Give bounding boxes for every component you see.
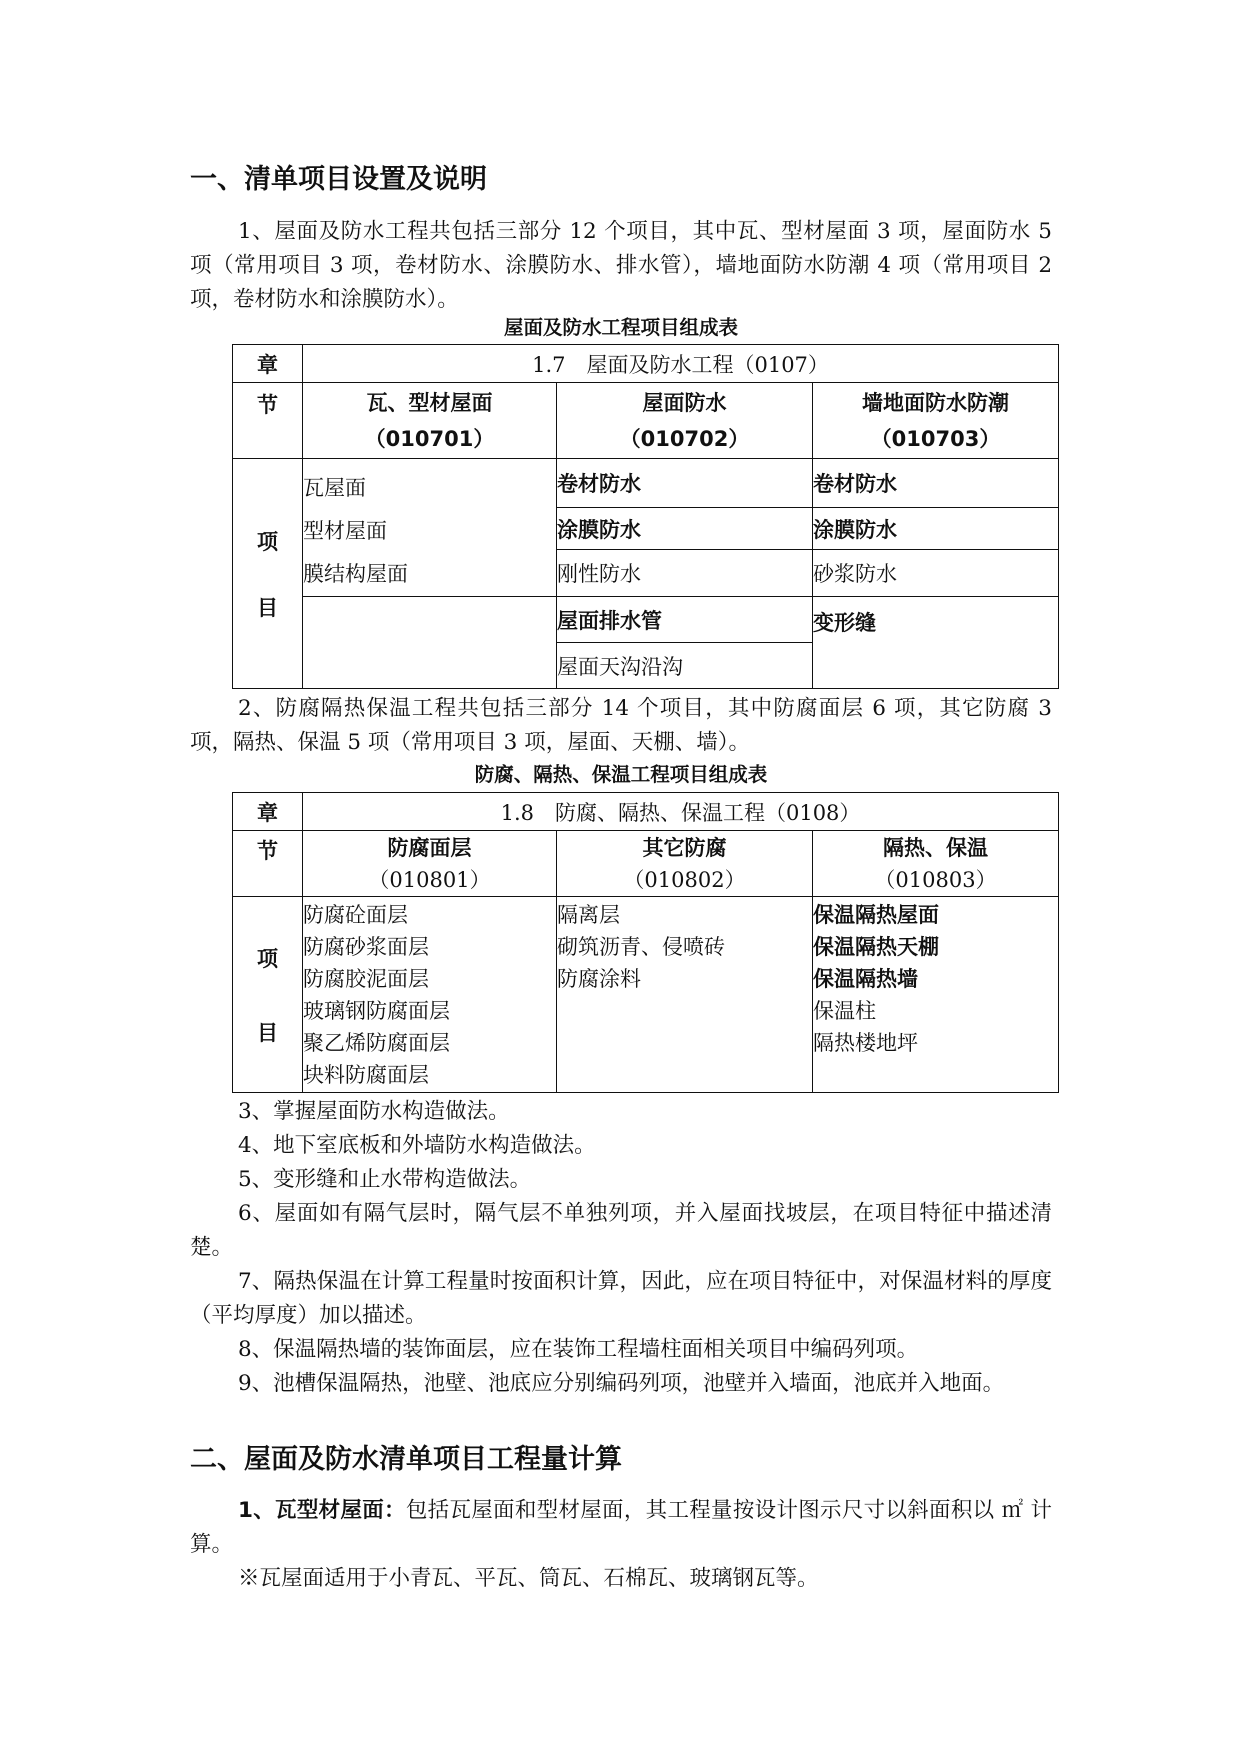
paragraph-2: 2、防腐隔热保温工程共包括三部分 14 个项目，其中防腐面层 6 项，其它防腐 3 项，隔热、保温 5 项（常用项目 3 项，屋面、天棚、墙）。	[190, 696, 1052, 755]
section-header: 墙地面防水防潮 （010703）	[813, 383, 1059, 459]
table-cell: 刚性防水	[557, 550, 813, 597]
section-header: 瓦、型材屋面 （010701）	[303, 383, 557, 459]
paragraph-6: 6、屋面如有隔气层时，隔气层不单独列项，并入屋面找坡层，在项目特征中描述清楚。	[190, 1201, 1052, 1260]
paragraph-roof-tile: 1、瓦型材屋面：包括瓦屋面和型材屋面，其工程量按设计图示尺寸以斜面积以 ㎡ 计算。	[190, 1498, 1052, 1557]
item-label: 项 目	[233, 897, 303, 1093]
paragraph-5: 5、变形缝和止水带构造做法。	[238, 1167, 532, 1192]
table-cell-empty	[303, 597, 557, 689]
table-cell: 卷材防水	[557, 459, 813, 508]
chapter-title: 1.7 屋面及防水工程（0107）	[303, 345, 1059, 383]
paragraph-note: ※瓦屋面适用于小青瓦、平瓦、筒瓦、石棉瓦、玻璃钢瓦等。	[238, 1566, 819, 1591]
chapter-label: 章	[233, 793, 303, 831]
section-heading-2: 二、屋面及防水清单项目工程量计算	[190, 1444, 622, 1475]
section-heading-1: 一、清单项目设置及说明	[190, 164, 487, 195]
chapter-title: 1.8 防腐、隔热、保温工程（0108）	[303, 793, 1059, 831]
items-col-1: 防腐砼面层 防腐砂浆面层 防腐胶泥面层 玻璃钢防腐面层 聚乙烯防腐面层 块料防腐面层	[303, 897, 557, 1093]
table-roof-waterproof	[232, 344, 1059, 689]
table-cell: 屋面排水管	[557, 597, 813, 643]
section-header: 屋面防水 （010702）	[557, 383, 813, 459]
table-caption-2: 防腐、隔热、保温工程项目组成表	[474, 763, 768, 786]
paragraph-8: 8、保温隔热墙的装饰面层，应在装饰工程墙柱面相关项目中编码列项。	[238, 1337, 919, 1362]
table-cell: 涂膜防水	[557, 507, 813, 550]
table-caption-1: 屋面及防水工程项目组成表	[503, 316, 738, 339]
section-label: 节	[233, 383, 303, 459]
table-cell: 屋面天沟沿沟	[557, 643, 813, 689]
table-cell: 砂浆防水	[813, 550, 1059, 597]
section-header: 隔热、保温 （010803）	[813, 831, 1059, 897]
paragraph-lead: 1、瓦型材屋面：	[238, 1498, 406, 1523]
paragraph-7: 7、隔热保温在计算工程量时按面积计算，因此，应在项目特征中，对保温材料的厚度（平均厚度）加以描述。	[190, 1269, 1052, 1328]
table-cell: 变形缝	[813, 597, 1059, 689]
table-cell: 涂膜防水	[813, 507, 1059, 550]
section-header: 其它防腐 （010802）	[557, 831, 813, 897]
table-anticorrosion-insulation	[232, 792, 1059, 1093]
items-col-2: 隔离层 砌筑沥青、侵喷砖 防腐涂料	[557, 897, 813, 1093]
paragraph-4: 4、地下室底板和外墙防水构造做法。	[238, 1133, 596, 1158]
paragraph-1: 1、屋面及防水工程共包括三部分 12 个项目，其中瓦、型材屋面 3 项，屋面防水 5 项（常用项目 3 项，卷材防水、涂膜防水、排水管），墙地面防水防潮 4 项（常用项目 2 项，卷材防水和涂膜防水）。	[190, 219, 1052, 312]
paragraph-9: 9、池槽保温隔热，池壁、池底应分别编码列项，池壁并入墙面，池底并入地面。	[238, 1371, 1005, 1396]
items-col-1: 瓦屋面 型材屋面 膜结构屋面	[303, 459, 557, 597]
section-header: 防腐面层 （010801）	[303, 831, 557, 897]
paragraph-3: 3、掌握屋面防水构造做法。	[238, 1099, 510, 1124]
item-label: 项 目	[233, 459, 303, 689]
table-cell: 卷材防水	[813, 459, 1059, 508]
items-col-3: 保温隔热屋面 保温隔热天棚 保温隔热墙 保温柱 隔热楼地坪	[813, 897, 1059, 1093]
section-label: 节	[233, 831, 303, 897]
chapter-label: 章	[233, 345, 303, 383]
